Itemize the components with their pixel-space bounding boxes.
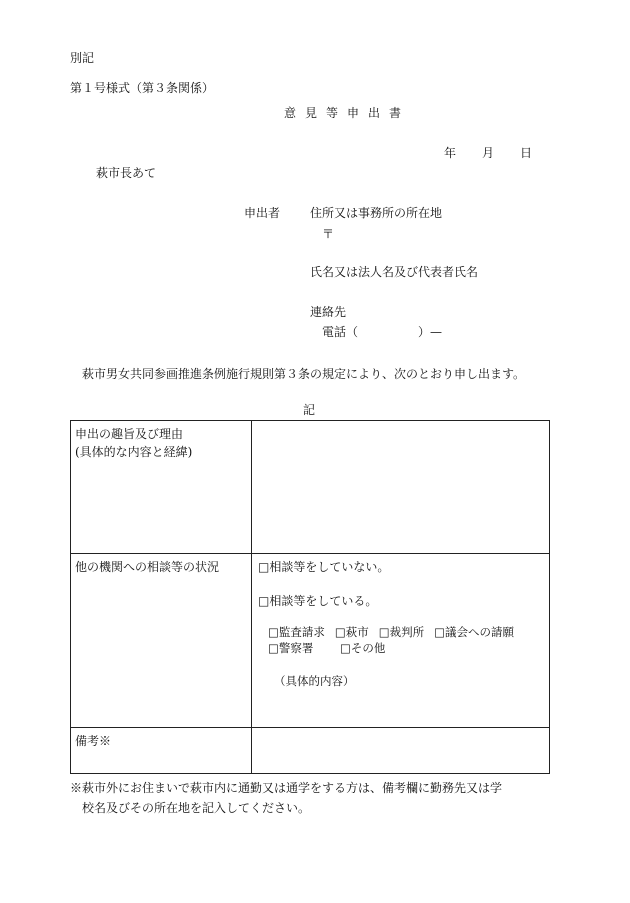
footnote — [70, 778, 560, 818]
addressee: 萩市長あて — [96, 166, 157, 180]
postal-mark: 〒 — [322, 227, 335, 241]
record-label: 記 — [303, 403, 316, 417]
consultation-label: 他の機関への相談等の状況 — [75, 560, 220, 574]
application-table — [70, 420, 550, 774]
body-paragraph: 萩市男女共同参画推進条例施行規則第３条の規定により、次のとおり申し出ます。 — [82, 367, 526, 381]
table-row-remarks — [71, 728, 550, 774]
name-label: 氏名又は法人名及び代表者氏名 — [310, 265, 479, 279]
checkbox-consulted[interactable]: □相談等をしている。 — [258, 594, 378, 608]
checkbox-other[interactable]: □その他 — [340, 641, 386, 655]
reason-input-area[interactable] — [252, 421, 550, 554]
remarks-input-area[interactable] — [252, 728, 550, 774]
checkbox-audit-request[interactable]: □監査請求 — [268, 625, 325, 639]
checkbox-not-consulted[interactable]: □相談等をしていない。 — [258, 560, 390, 574]
table-row-reason — [71, 421, 550, 554]
consultation-label-cell — [71, 554, 252, 728]
footnote-line2: 校名及びその所在地を記入してください。 — [82, 801, 311, 815]
date-month-label: 月 — [482, 146, 495, 160]
checkbox-court[interactable]: □裁判所 — [378, 625, 425, 639]
checkbox-hagi-city[interactable]: □萩市 — [334, 625, 369, 639]
contact-label: 連絡先 — [310, 305, 347, 319]
remarks-label-cell — [71, 728, 252, 774]
reason-label-cell — [71, 421, 252, 554]
annex-label: 別記 — [70, 51, 95, 65]
date-year-label: 年 — [444, 146, 457, 160]
checkbox-police[interactable]: □警察署 — [268, 641, 314, 655]
consultation-content — [252, 554, 550, 728]
details-label: （具体的内容） — [274, 674, 355, 688]
reason-label: 申出の趣旨及び理由 — [75, 427, 184, 441]
date-day-label: 日 — [520, 146, 533, 160]
checkbox-assembly-petition[interactable]: □議会への請願 — [434, 625, 514, 639]
reason-sublabel: (具体的な内容と経緯) — [75, 445, 193, 459]
form-number: 第１号様式（第３条関係） — [70, 81, 215, 95]
date-line — [444, 145, 532, 161]
footnote-line1: ※萩市外にお住まいで萩市内に通勤又は通学をする方は、備考欄に勤務先又は学 — [70, 781, 503, 795]
table-row-consultation — [71, 554, 550, 728]
agency-options — [268, 624, 543, 656]
phone-label: 電話（ ）— — [322, 325, 443, 339]
remarks-label: 備考※ — [75, 734, 112, 748]
applicant-label: 申出者 — [244, 206, 281, 220]
page-title: 意見等申出書 — [284, 106, 411, 120]
address-label: 住所又は事務所の所在地 — [310, 206, 443, 220]
